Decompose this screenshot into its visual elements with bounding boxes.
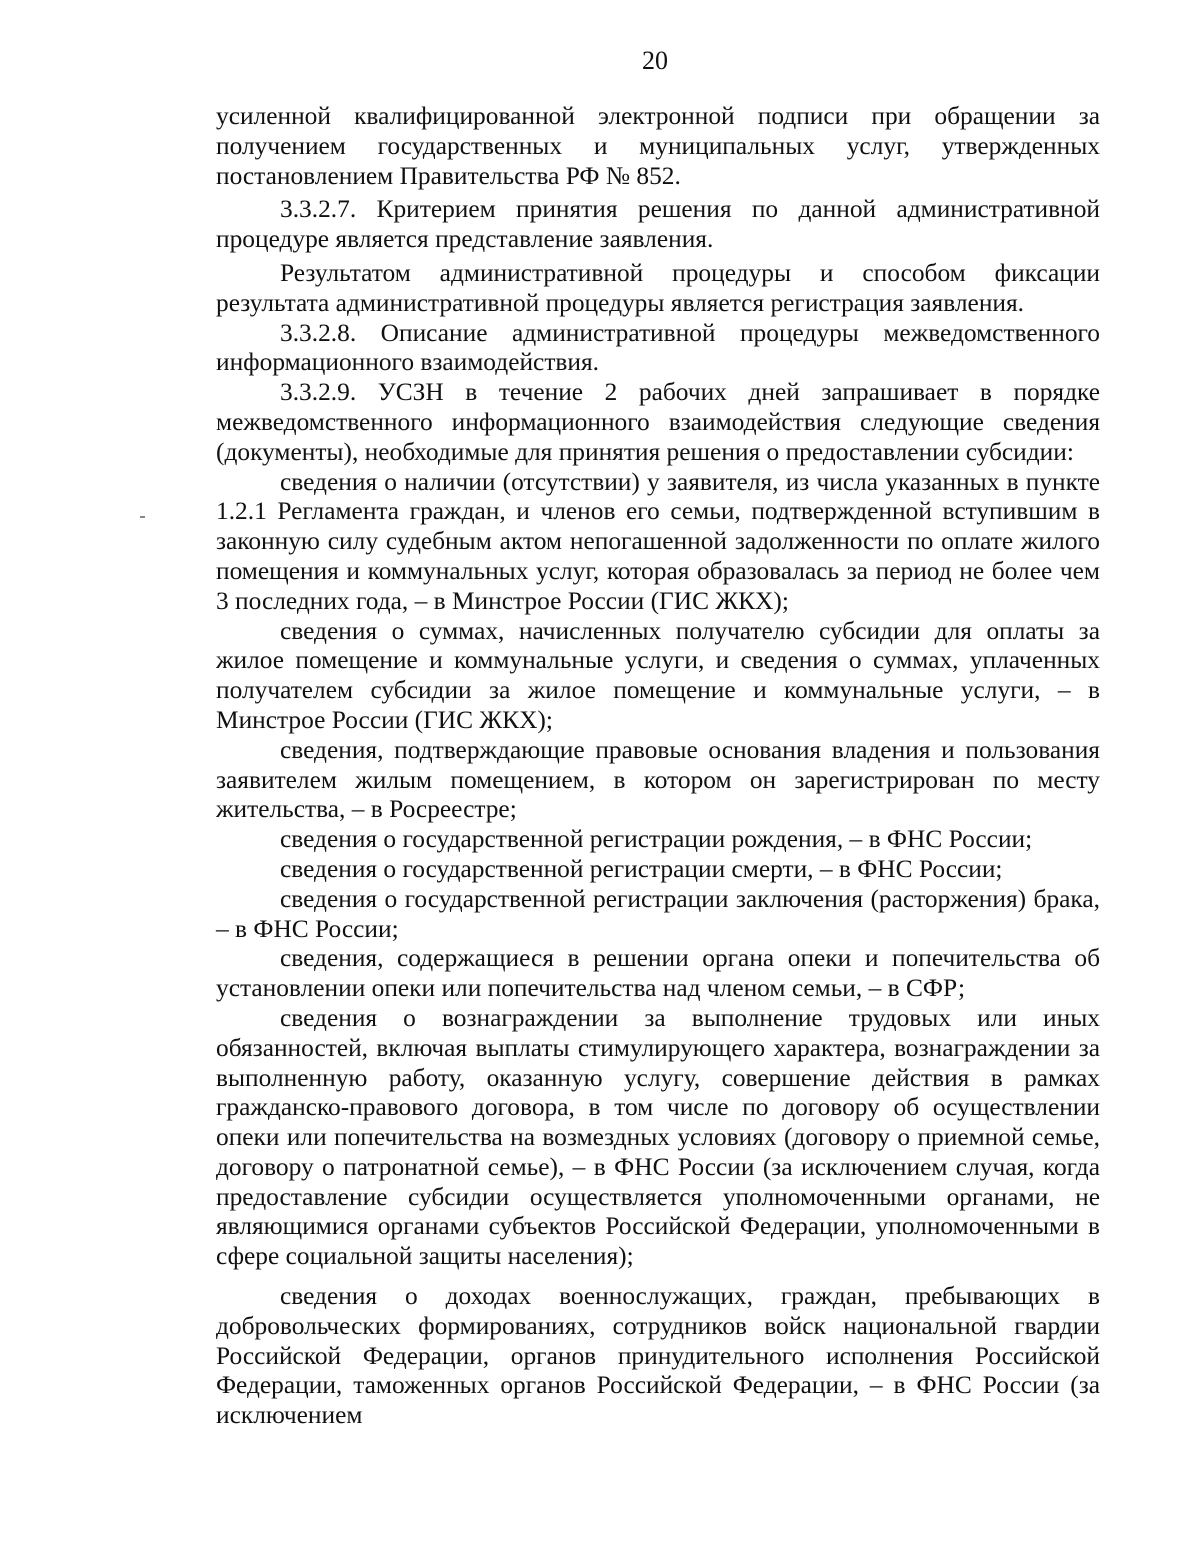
paragraph-property-rights: сведения, подтверждающие правовые основания владения и пользования заявителем жилым помещением, в котором он зарегистрирован по месту жительства, – в Росреестре; — [216, 735, 1100, 824]
paragraph-result: Результатом административной процедуры и способом фиксации результата административной процедуры является регистрация заявления. — [216, 258, 1100, 317]
paragraph-3-3-2-8: 3.3.2.8. Описание административной процедуры межведомственного информационного взаимодействия. — [216, 318, 1100, 377]
paragraph-payment-sums: сведения о суммах, начисленных получателю субсидии для оплаты за жилое помещение и коммунальные услуги, и сведения о суммах, уплаченных получателем субсидии за жилое помещение и коммунальные услуги, – в Минстрое России (ГИС ЖКХ); — [216, 616, 1100, 734]
margin-mark — [140, 516, 145, 518]
paragraph-debt-info: сведения о наличии (отсутствии) у заявителя, из числа указанных в пункте 1.2.1 Регламента граждан, и членов его семьи, подтвержденной вступившим в законную силу судебным актом непогашенной задолженности по оплате жилого помещения и коммунальных услуг, которая образовалась за период не более чем 3 последних года, – в Минстрое России (ГИС ЖКХ); — [216, 467, 1100, 615]
paragraph-death-registration: сведения о государственной регистрации смерти, – в ФНС России; — [280, 854, 1003, 883]
paragraph-marriage-registration: сведения о государственной регистрации заключения (расторжения) брака, – в ФНС России; — [216, 884, 1100, 943]
paragraph-birth-registration: сведения о государственной регистрации рождения, – в ФНС России; — [280, 825, 1033, 854]
paragraph-3-3-2-7: 3.3.2.7. Критерием принятия решения по данной административной процедуре является представление заявления. — [216, 195, 1100, 254]
paragraph-continuation: усиленной квалифицированной электронной подписи при обращении за получением государственных и муниципальных услуг, утвержденных постановлением Правительства РФ № 852. — [216, 102, 1100, 190]
document-body — [216, 102, 1100, 1431]
paragraph-3-3-2-9: 3.3.2.9. УСЗН в течение 2 рабочих дней запрашивает в порядке межведомственного информационного взаимодействия следующие сведения (документы), необходимые для принятия решения о предоставлении субсидии: — [216, 378, 1100, 466]
paragraph-remuneration: сведения о вознаграждении за выполнение трудовых или иных обязанностей, включая выплаты стимулирующего характера, вознаграждении за выполненную работу, оказанную услугу, совершение действия в рамках гражданско-правового договора, в том числе по договору об осуществлении опеки или попечительства на возмездных условиях (договору о приемной семье, договору о патронатной семье), – в ФНС России (за исключением случая, когда предоставление субсидии осуществляется уполномоченными органами, не являющимися органами субъектов Российской Федерации, уполномоченными в сфере социальной защиты населения); — [216, 1003, 1100, 1271]
paragraph-guardianship: сведения, содержащиеся в решении органа опеки и попечительства об установлении опеки или попечительства над членом семьи, – в СФР; — [216, 944, 1100, 1003]
paragraph-military-income: сведения о доходах военнослужащих, граждан, пребывающих в добровольческих формированиях, сотрудников войск национальной гвардии Российской Федерации, органов принудительного исполнения Российской Федерации, таможенных органов Российской Федерации, – в ФНС России (за исключением — [216, 1282, 1100, 1430]
page-number: 20 — [642, 46, 668, 75]
